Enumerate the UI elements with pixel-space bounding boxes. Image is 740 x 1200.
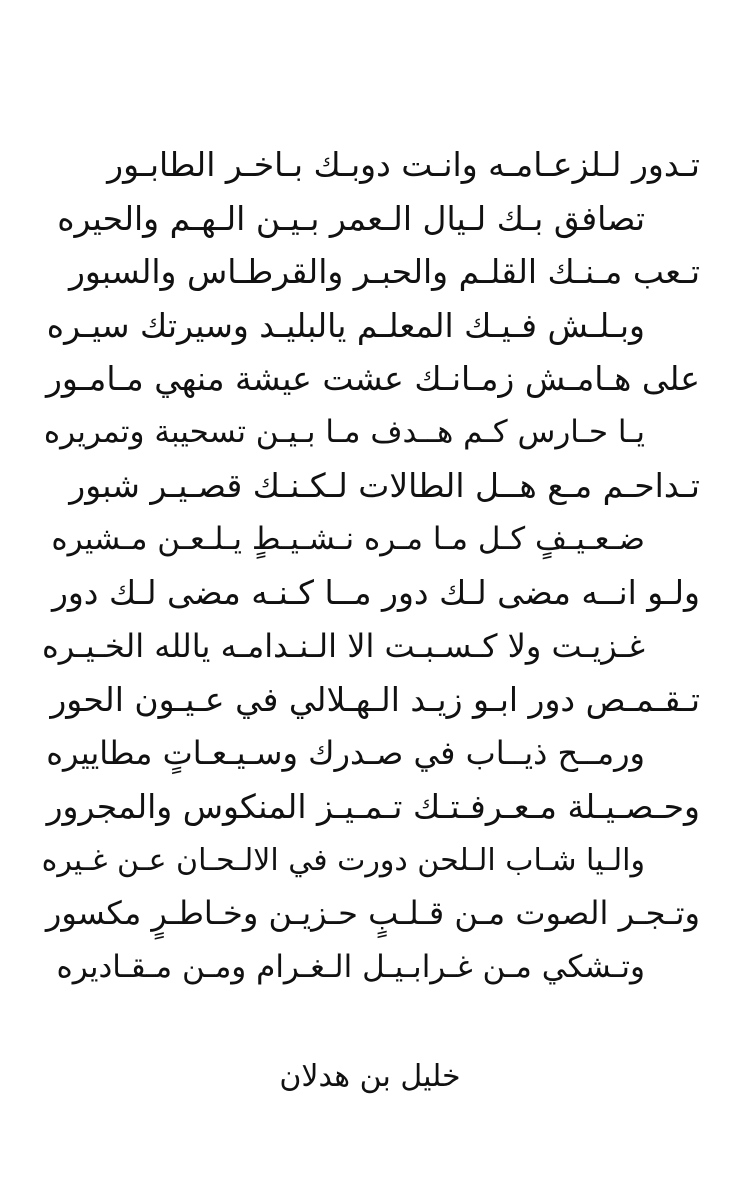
author-name: خليل بن هدلان (279, 1059, 461, 1094)
poem-line: غـزيـت ولا كـسـبـت الا الـنـدامـه يالله الخـيـره (41, 626, 645, 665)
poem-line: يـا حـارس كـم هــدف مـا بـيـن تسحيبة وتمريره (43, 413, 645, 450)
poem-line: تـقـمـص دور ابـو زيـد الـهـلالي في عـيـون الحور (50, 680, 700, 719)
poem-body (40, 138, 700, 994)
poem-line: ورمــح ذيــاب في صـدرك وسـيـعـاتٍ مطاييره (46, 733, 645, 772)
poem-line: ولـو انــه مضى لـك دور مــا كـنـه مضى لـك دور (51, 573, 700, 612)
poem-line: تصافق بـك لـيال الـعمر بـيـن الـهـم والحيره (57, 198, 645, 238)
poem-line: وبـلـش فـيـك المعلـم يالبليـد وسيرتك سيـره (46, 305, 645, 345)
poem-line: وحـصـيـلة مـعـرفـتـك تـمـيـز المنكوس والمجرور (46, 787, 700, 826)
poem-line: وتـجـر الصوت مـن قـلـبٍ حـزيـن وخـاطـرٍ مكسور (45, 894, 700, 932)
poem-line: تـدور لـلزعـامـه وانـت دوبـك بـاخـر الطابـور (107, 145, 700, 184)
poem-line: تـداحـم مـع هــل الطالات لـكـنـك قصـيـر شبور (69, 466, 700, 505)
poem-line: على هـامـش زمـانـك عشت عيشة منهي مـامـور (46, 359, 700, 398)
poem-line: ضـعـيـفٍ كـل مـا مـره نـشـيـطٍ يـلـعـن مـشيره (51, 520, 645, 557)
poem-line: والـيا شـاب الـلحن دورت في الالـحـان عـن غـيره (41, 842, 645, 878)
poem-line: وتـشكي مـن غـرابـيـل الـغـرام ومـن مـقـاديره (56, 948, 645, 985)
poem-line: تـعب مـنـك القلـم والحبـر والقرطـاس والسبور (68, 252, 700, 291)
